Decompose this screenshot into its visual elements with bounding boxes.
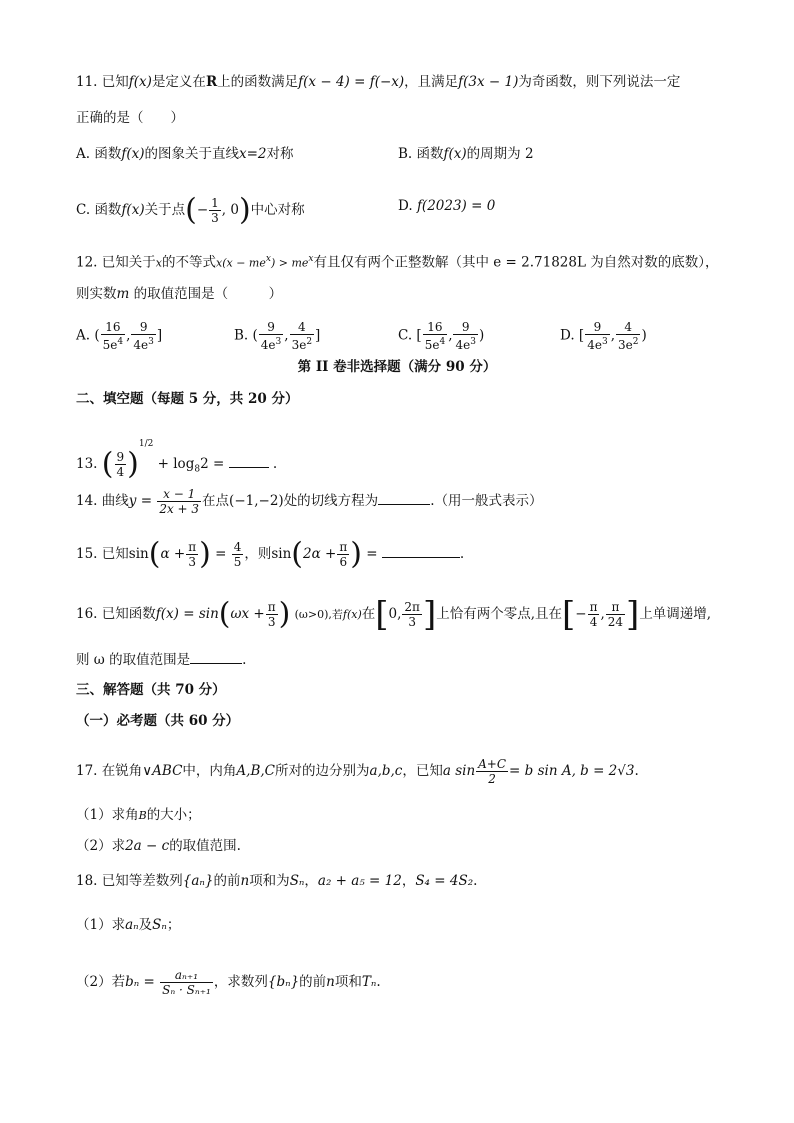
q12-option-d: D. [ $\frac{9}{4e^3}$ , $\frac{4}{3e^2}$ )	[560, 320, 647, 352]
q11-option-c: C. 函数f(x)关于点(− $\frac{1}{3}$ , 0)中心对称	[76, 192, 305, 228]
q16-answer-blank[interactable]	[190, 649, 242, 664]
q11-stem-line1: 11. 已知f(x)是定义在R上的函数满足f(x − 4) = f(−x)，且满足f(3x − 1)为奇函数，则下列说法一定	[76, 74, 681, 90]
q11-stem-line2: 正确的是（ ）	[76, 110, 184, 126]
section-fill-in-heading: 二、填空题（每题 5 分，共 20 分）	[76, 391, 299, 407]
q16-line2: 则 ω 的取值范围是 .	[76, 649, 246, 670]
q11-option-d: D. f(2023) = 0	[398, 198, 496, 214]
q14-line: 14. 曲线y = $\frac{x - 1}{2x + 3}$ 在点(−1,−2)处的切线方程为 .（用一般式表示）	[76, 487, 543, 516]
section-answer-heading: 三、解答题（共 70 分）	[76, 682, 226, 698]
q12-option-a: A. ( $\frac{16}{5e^4}$ , $\frac{9}{4e^3}$ ]	[76, 320, 163, 352]
q13-line: 13. ( $\frac{9}{4}$ )$^{1/2} + \log_82$ = .	[76, 439, 278, 482]
q12-stem-line2: 则实数m 的取值范围是（ ）	[76, 286, 283, 302]
q18-part1: （1）求aₙ及Sₙ；	[76, 917, 181, 933]
q17-stem: 17. 在锐角∨ABC中，内角A,B,C所对的边分别为a,b,c，已知a sin $\frac{A+C}{2}$ = b sin A, b = 2√3.	[76, 757, 639, 786]
q11-option-a: A. 函数f(x)的图象关于直线x=2对称	[76, 146, 294, 162]
q17-part2: （2）求2a − c的取值范围.	[76, 838, 241, 854]
q12-stem-line1: 12. 已知关于x的不等式$x(x - me^x) > me^x$有且仅有两个正整数解（其中 e = 2.71828L 为自然对数的底数），	[76, 254, 719, 271]
q15-answer-blank[interactable]	[382, 543, 460, 558]
q13-answer-blank[interactable]	[229, 453, 269, 468]
subsection-required-heading: （一）必考题（共 60 分）	[76, 713, 240, 729]
q11-option-b: B. 函数f(x)的周期为 2	[398, 146, 534, 162]
q16-line1: 16. 已知函数f(x) = sin(ωx + $\frac{\pi}{3}$ ) (ω>0),若f(x)在[0, $\frac{2\pi}{3}$ ]上恰有两个零点,且在[− $\frac{\pi}{4}$ , $\frac{\pi}{24}$ ]上单调递增,	[76, 594, 712, 635]
q15-line: 15. 已知sin(α + $\frac{\pi}{3}$ ) = $\frac{4}{5}$ ，则sin(2α + $\frac{\pi}{6}$ ) = .	[76, 536, 465, 572]
q17-part1: （1）求角B的大小；	[76, 807, 201, 823]
q14-answer-blank[interactable]	[378, 490, 430, 505]
q18-part2: （2）若bₙ = $\frac{\text{aₙ₊₁}}{\text{Sₙ · Sₙ₊₁}}$ ，求数列{bₙ}的前n项和Tₙ.	[76, 968, 381, 997]
part-title: 第 II 卷非选择题（满分 90 分）	[297, 359, 497, 375]
q12-option-c: C. [ $\frac{16}{5e^4}$ , $\frac{9}{4e^3}$ )	[398, 320, 485, 352]
q12-option-b: B. ( $\frac{9}{4e^3}$ , $\frac{4}{3e^2}$ ]	[234, 320, 321, 352]
q18-stem: 18. 已知等差数列{aₙ}的前n项和为Sₙ，a₂ + a₅ = 12，S₄ = 4S₂.	[76, 873, 478, 889]
